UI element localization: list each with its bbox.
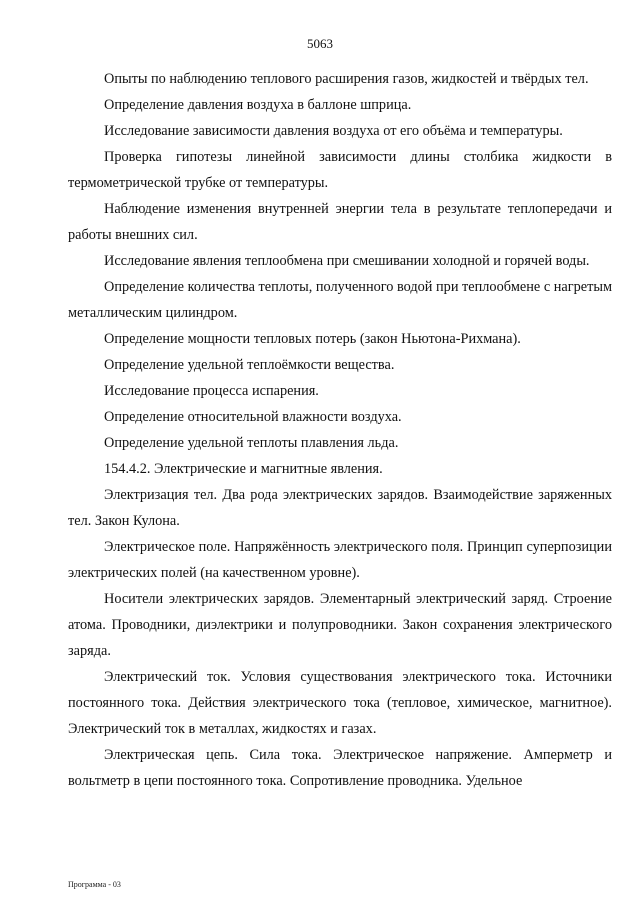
paragraph: Электризация тел. Два рода электрических зарядов. Взаимодействие заряженных тел. Закон Кулона.: [68, 487, 612, 529]
footer-label: Программа - 03: [68, 880, 121, 889]
paragraph: Электрический ток. Условия существования электрического тока. Источники постоянного тока. Действия электрического тока (тепловое, химическое, магнитное). Электрический ток в металлах, жидкостях и газах.: [68, 669, 612, 737]
paragraph: Наблюдение изменения внутренней энергии тела в результате теплопередачи и работы внешних сил.: [68, 201, 612, 243]
page-number: 5063: [307, 36, 333, 51]
paragraph: Определение относительной влажности воздуха.: [104, 409, 402, 425]
paragraph: Определение мощности тепловых потерь (закон Ньютона-Рихмана).: [104, 331, 521, 347]
paragraph: Исследование явления теплообмена при смешивании холодной и горячей воды.: [104, 253, 590, 269]
section-heading: 154.4.2. Электрические и магнитные явления.: [104, 461, 383, 477]
paragraph: Исследование процесса испарения.: [104, 383, 319, 399]
paragraph: Проверка гипотезы линейной зависимости длины столбика жидкости в термометрической трубке от температуры.: [68, 149, 612, 191]
paragraph: Определение удельной теплоты плавления льда.: [104, 435, 399, 451]
paragraph: Определение давления воздуха в баллоне шприца.: [104, 97, 412, 113]
paragraph: Электрическое поле. Напряжённость электрического поля. Принцип суперпозиции электрических полей (на качественном уровне).: [68, 539, 612, 581]
paragraph: Определение удельной теплоёмкости вещества.: [104, 357, 395, 373]
paragraph: Опыты по наблюдению теплового расширения газов, жидкостей и твёрдых тел.: [104, 71, 589, 87]
paragraph: Исследование зависимости давления воздуха от его объёма и температуры.: [104, 123, 563, 139]
paragraph: Электрическая цепь. Сила тока. Электрическое напряжение. Амперметр и вольтметр в цепи постоянного тока. Сопротивление проводника. Удельное: [68, 747, 612, 789]
paragraph: Носители электрических зарядов. Элементарный электрический заряд. Строение атома. Проводники, диэлектрики и полупроводники. Закон сохранения электрического заряда.: [68, 591, 612, 659]
paragraph: Определение количества теплоты, полученного водой при теплообмене с нагретым металлическим цилиндром.: [68, 279, 612, 321]
document-body: [68, 66, 612, 794]
